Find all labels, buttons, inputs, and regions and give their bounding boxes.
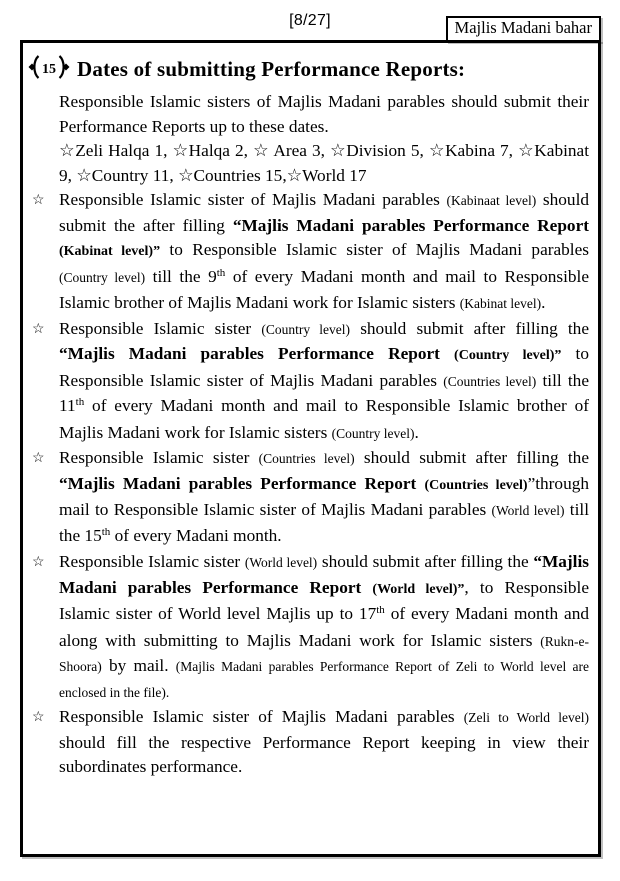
text-segment: th [216, 266, 226, 279]
text-segment: of every Madani month and mail to Responsible Islamic brother of Majlis Madani work for Islamic sisters [59, 396, 589, 442]
star-bullet-icon: ☆ [32, 710, 45, 725]
bullet-paragraph [32, 188, 590, 317]
text-segment: (World level) [244, 555, 318, 570]
text-segment: should submit after filling the [354, 448, 589, 467]
text-segment: (Rukn-e-Shoora) [59, 633, 589, 674]
corner-badge: Majlis Madani bahar [446, 16, 601, 42]
section-number: 15 [42, 61, 56, 77]
text-segment: ☆Zeli Halqa 1, ☆Halqa 2, ☆ Area 3, ☆Division 5, ☆Kabina 7, ☆Kabinat 9, ☆Country 11, ☆Countries 15,☆World 17 [59, 141, 589, 185]
text-segment: by mail. [101, 656, 176, 675]
text-segment: (Country level)” [454, 348, 562, 363]
text-segment: should submit the after filling [59, 190, 590, 235]
text-segment: Responsible Islamic sisters of Majlis Madani parables should submit their Performance Reports up to these dates. [59, 92, 589, 136]
text-segment: (World level) [491, 503, 565, 518]
text-segment: th [75, 396, 85, 408]
star-bullet-icon: ☆ [32, 193, 45, 208]
text-segment: should submit after filling the [317, 552, 534, 571]
text-segment: ”through mail to Responsible Islamic sister of Majlis Madani parables [59, 473, 589, 519]
text-segment: till the 15 [59, 500, 589, 545]
star-bullet-icon: ☆ [32, 555, 45, 570]
bullet-paragraph [32, 446, 589, 550]
text-segment: th [101, 525, 111, 538]
text-segment: th [376, 604, 385, 616]
text-segment: “Majlis Madani parables Performance Report [59, 552, 589, 597]
text-segment: should submit after filling the [350, 318, 589, 338]
bullet-paragraph [32, 317, 589, 447]
text-segment: , to Responsible Islamic sister of World level Majlis up to 17 [59, 577, 589, 623]
text-segment: to Responsible Islamic sister of Majlis Madani parables [160, 240, 589, 259]
text-segment: Responsible Islamic sister [59, 318, 262, 338]
text-segment: (Country level) [261, 321, 351, 337]
text-segment: till the 11 [59, 370, 589, 415]
text-segment: of every Madani month. [110, 525, 282, 545]
text-segment: of every Madani month and mail to Responsible Islamic brother of Majlis Madani work for Islamic sisters [59, 266, 590, 312]
text-segment: (Majlis Madani parables Performance Report of Zeli to World level are enclosed in the file). [59, 659, 589, 700]
text-segment: “Majlis Madani parables Performance Report [59, 473, 425, 493]
text-segment: (Countries level) [424, 477, 528, 493]
document-frame [20, 40, 601, 857]
text-segment: Responsible Islamic sister [59, 448, 259, 467]
section-heading [28, 55, 590, 84]
text-segment: “Majlis Madani parables Performance Report [59, 344, 455, 363]
text-segment: Responsible Islamic sister of Majlis Madani parables [59, 707, 464, 726]
text-segment: (Kabinat level) [459, 296, 542, 311]
text-segment: should fill the respective Performance Report keeping in view their subordinates performance. [59, 732, 589, 776]
page-number: [8/27] [289, 12, 331, 29]
text-segment: Responsible Islamic sister of Majlis Madani parables [59, 190, 447, 209]
star-bullet-icon: ☆ [32, 321, 45, 337]
intro-paragraph [59, 139, 589, 188]
text-segment: (Kabinat level)” [59, 244, 161, 259]
section-title: Dates of submitting Performance Reports: [77, 57, 466, 81]
text-segment: (Country level) [331, 425, 415, 441]
text-segment: of every Madani month and along with submitting to Majlis Madani work for Islamic sisters [59, 604, 589, 650]
ornate-paren-right-icon [57, 55, 70, 84]
text-segment: (Countries level) [258, 451, 355, 466]
text-segment: “Majlis Madani parables Performance Report [232, 215, 589, 235]
document-body [32, 90, 590, 780]
text-segment: (Countries level) [443, 373, 537, 389]
text-segment: (Kabinaat level) [446, 193, 537, 208]
text-segment: . [541, 293, 546, 312]
text-segment: . [414, 422, 419, 442]
intro-paragraph [59, 90, 589, 139]
text-segment: (Zeli to World level) [463, 710, 589, 725]
text-segment: (Country level) [59, 269, 146, 285]
text-segment: till the 9 [145, 266, 217, 286]
bullet-paragraph [32, 550, 589, 705]
ornate-paren-left-icon [28, 55, 41, 84]
text-segment: to Responsible Islamic sister of Majlis Madani parables [59, 344, 589, 390]
text-segment: (World level)” [372, 581, 465, 597]
text-segment: Responsible Islamic sister [59, 552, 245, 571]
bullet-paragraph [32, 705, 589, 780]
star-bullet-icon: ☆ [32, 451, 45, 466]
